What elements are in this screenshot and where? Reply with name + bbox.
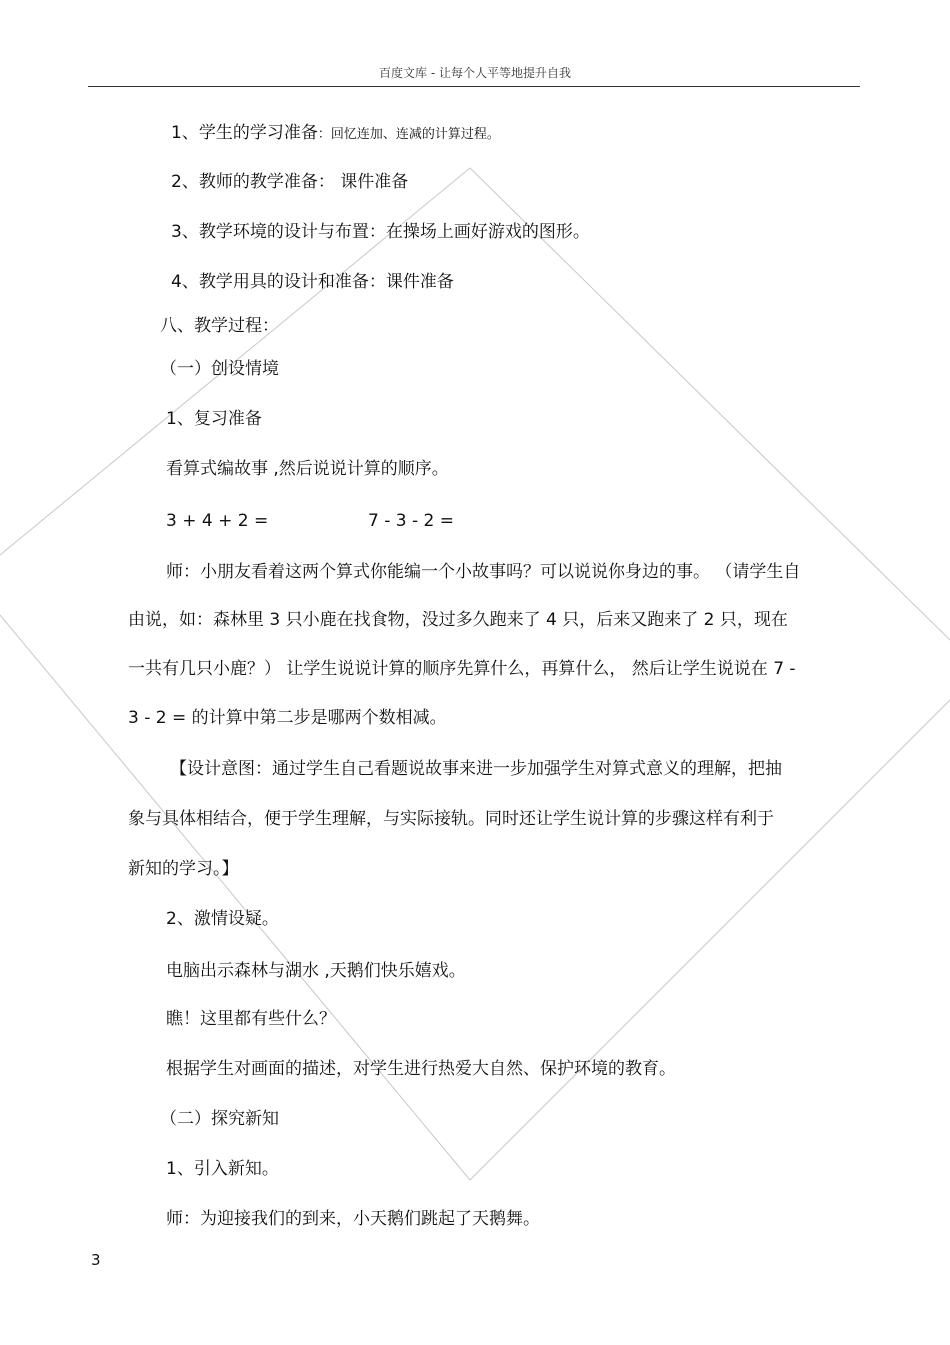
prep-item-3: 3、教学环境的设计与布置：在操场上画好游戏的图形。 bbox=[171, 222, 590, 242]
subsection-heading-2: （二）探究新知 bbox=[160, 1109, 279, 1129]
body-line: 瞧！这里都有些什么？ bbox=[166, 1009, 336, 1029]
story-prompt: 看算式编故事 ,然后说说计算的顺序。 bbox=[166, 459, 449, 479]
body-line: 根据学生对画面的描述，对学生进行热爱大自然、保护环境的教育。 bbox=[166, 1059, 676, 1079]
section-heading: 八、教学过程： bbox=[160, 316, 279, 336]
item-heading-1: 1、复习准备 bbox=[166, 409, 262, 429]
paragraph-line: 师：小朋友看着这两个算式你能编一个小故事吗？可以说说你身边的事。 （请学生自 bbox=[166, 562, 801, 582]
design-intent-line: 【设计意图：通过学生自己看题说故事来进一步加强学生对算式意义的理解，把抽 bbox=[170, 759, 782, 779]
prep-item-1-main: 1、学生的学习准备 bbox=[171, 123, 318, 143]
equation-2: 7 - 3 - 2 = bbox=[368, 511, 454, 531]
header-rule bbox=[88, 86, 860, 87]
page-header: 百度文库 - 让每个人平等地提升自我 bbox=[379, 66, 571, 80]
paragraph-line: 一共有几只小鹿？） 让学生说说计算的顺序先算什么，再算什么， 然后让学生说说在 7 - bbox=[128, 659, 796, 679]
item-heading-2: 2、激情设疑。 bbox=[166, 909, 279, 929]
prep-item-4: 4、教学用具的设计和准备：课件准备 bbox=[171, 272, 454, 292]
item-heading-3: 1、引入新知。 bbox=[166, 1159, 279, 1179]
body-line: 师：为迎接我们的到来，小天鹅们跳起了天鹅舞。 bbox=[166, 1209, 540, 1229]
page-number: 3 bbox=[91, 1251, 101, 1269]
prep-item-2: 2、教师的教学准备： 课件准备 bbox=[171, 172, 409, 192]
subsection-heading-1: （一）创设情境 bbox=[160, 359, 279, 379]
equation-1: 3 + 4 + 2 = bbox=[166, 511, 269, 531]
design-intent-line: 象与具体相结合，便于学生理解，与实际接轨。同时还让学生说计算的步骤这样有利于 bbox=[128, 809, 774, 829]
body-line: 电脑出示森林与湖水 ,天鹅们快乐嬉戏。 bbox=[166, 961, 466, 981]
paragraph-line: 3 - 2 = 的计算中第二步是哪两个数相减。 bbox=[128, 708, 447, 728]
design-intent-line: 新知的学习。】 bbox=[128, 859, 239, 879]
prep-item-1-note: ：回忆连加、连减的计算过程。 bbox=[317, 127, 500, 142]
prep-item-1 bbox=[171, 122, 500, 146]
paragraph-line: 由说，如：森林里 3 只小鹿在找食物，没过多久跑来了 4 只，后来又跑来了 2 只，现在 bbox=[128, 610, 788, 630]
